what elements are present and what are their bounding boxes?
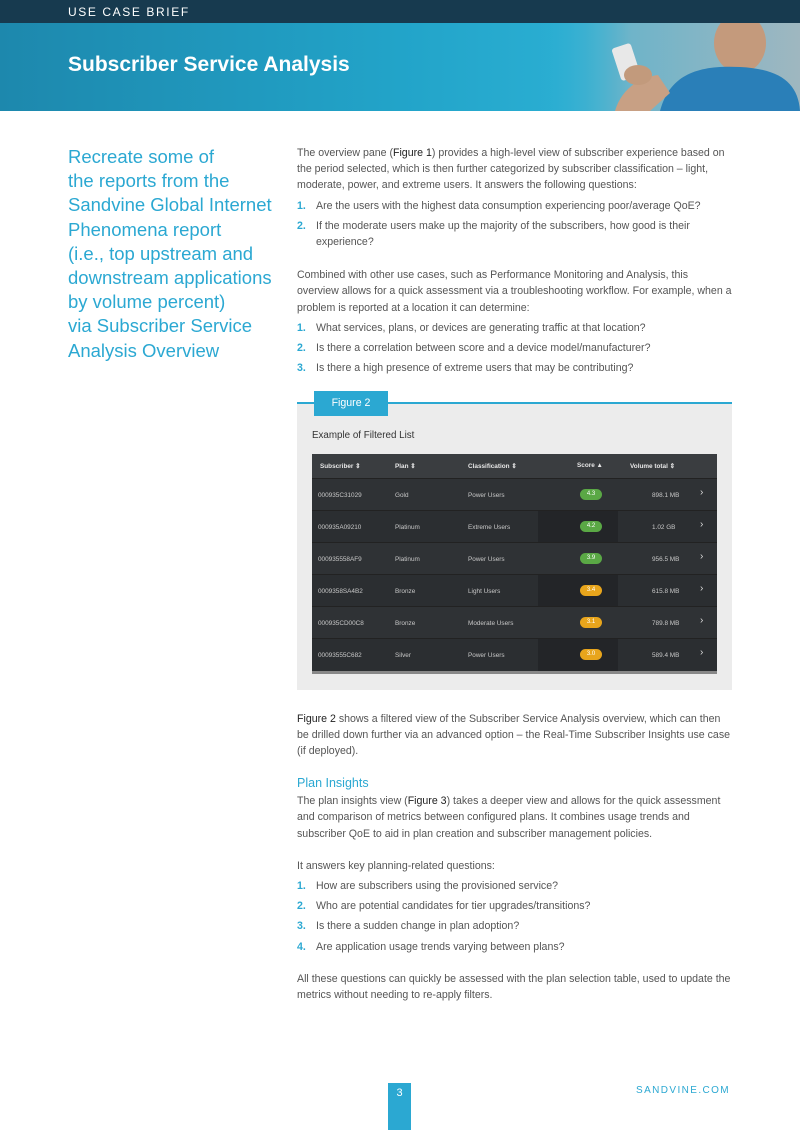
score-badge: 3.0 <box>580 649 602 660</box>
figure-tab: Figure 2 <box>314 391 388 416</box>
cell-subscriber: 0009358SA4B2 <box>318 588 363 595</box>
column-header-classification[interactable] <box>468 462 517 470</box>
list-item <box>297 360 732 376</box>
intro-section <box>297 145 732 376</box>
cell-classification: Extreme Users <box>468 524 511 531</box>
sort-icon: ⇕ <box>511 463 517 470</box>
table-bottom-line <box>312 671 717 674</box>
list-number: 1. <box>297 321 306 334</box>
list-number: 3. <box>297 920 306 933</box>
figure-caption: Example of Filtered List <box>312 430 415 441</box>
cell-classification: Power Users <box>468 492 505 499</box>
text-run: shows a filtered view of the Subscriber Service Analysis overview, which can then be drilled down further via an advanced option – the Real-Time Subscriber Insights use case (if deployed). <box>297 713 731 758</box>
text-run: ) provides a high-level view of subscriber experience based on the period selected, which is then further categorized by subscriber classification – light, moderate, power, and extreme users. It answers the following questions: <box>297 147 725 192</box>
chevron-right-icon[interactable]: › <box>700 551 704 562</box>
list-item-text: If the moderate users make up the majority of the subscribers, how good is their experience? <box>316 219 690 249</box>
sort-icon: ⇕ <box>669 463 676 470</box>
list-number: 3. <box>297 362 306 375</box>
chevron-right-icon[interactable]: › <box>700 583 704 594</box>
plan-insights-paragraph: All these questions can quickly be assessed with the plan selection table, used to update the metrics without needing to re-apply filters. <box>297 972 731 1002</box>
table-header <box>312 454 717 478</box>
cell-volume: 789.8 MB <box>652 620 680 627</box>
cell-volume: 615.8 MB <box>652 588 680 595</box>
list-item-text: Is there a sudden change in plan adoption? <box>316 920 520 933</box>
list-item-text: Are the users with the highest data consumption experiencing poor/average QoE? <box>316 199 701 212</box>
list-item-text: What services, plans, or devices are generating traffic at that location? <box>316 321 646 334</box>
score-badge: 4.3 <box>580 489 602 500</box>
chevron-right-icon[interactable]: › <box>700 487 704 498</box>
page-number: 3 <box>388 1083 411 1130</box>
cell-volume: 956.5 MB <box>652 556 680 563</box>
score-badge: 3.4 <box>580 585 602 596</box>
list-item <box>297 898 732 914</box>
cell-classification: Power Users <box>468 652 505 659</box>
list-item-text: Is there a high presence of extreme users that may be contributing? <box>316 362 634 375</box>
cell-subscriber: 000935A09210 <box>318 524 362 531</box>
cell-plan: Bronze <box>395 588 416 595</box>
column-label: Classification <box>468 463 510 470</box>
cell-volume: 1.02 GB <box>652 524 676 531</box>
column-header-plan[interactable] <box>395 462 416 470</box>
cell-plan: Platinum <box>395 556 420 563</box>
text-run: The plan insights view ( <box>297 795 408 808</box>
plan-insights-paragraph <box>297 793 732 842</box>
column-header-subscriber[interactable] <box>320 462 361 470</box>
pull-quote <box>68 145 283 363</box>
figure-reference: Figure 1 <box>392 147 432 159</box>
column-label: Plan <box>395 463 409 470</box>
question-list <box>297 320 732 377</box>
cell-plan: Bronze <box>395 620 416 627</box>
figure-description <box>297 711 732 760</box>
list-item-text: Who are potential candidates for tier upgrades/transitions? <box>316 900 591 913</box>
cell-classification: Power Users <box>468 556 505 563</box>
subscriber-table <box>312 454 717 674</box>
chevron-right-icon[interactable]: › <box>700 647 704 658</box>
pull-quote-line: via Subscriber Service <box>68 315 253 337</box>
page-title: Subscriber Service Analysis <box>68 53 350 76</box>
question-list <box>297 198 732 251</box>
column-header-score[interactable] <box>577 462 603 469</box>
list-item <box>297 939 732 955</box>
table-row[interactable] <box>312 510 717 542</box>
table-row[interactable] <box>312 606 717 638</box>
chevron-right-icon[interactable]: › <box>700 615 704 626</box>
score-badge: 3.9 <box>580 553 602 564</box>
list-number: 1. <box>297 199 306 212</box>
site-url[interactable]: SANDVINE.COM <box>636 1085 731 1096</box>
sort-icon: ⇕ <box>410 463 416 470</box>
table-row[interactable] <box>312 638 717 670</box>
column-label: Volume total <box>630 463 668 470</box>
pull-quote-line: Phenomena report <box>68 218 222 240</box>
table-row[interactable] <box>312 542 717 574</box>
figure-reference: Figure 2 <box>297 713 336 725</box>
column-header-volume[interactable] <box>630 462 675 470</box>
table-row[interactable] <box>312 478 717 510</box>
pull-quote-line: (i.e., top upstream and <box>68 242 254 264</box>
question-list <box>297 878 732 955</box>
plan-insights-paragraph: It answers key planning-related questions: <box>297 859 495 872</box>
list-item <box>297 340 732 356</box>
list-item <box>297 320 732 336</box>
list-item <box>297 198 732 214</box>
cell-volume: 898.1 MB <box>652 492 680 499</box>
hero-banner <box>0 23 800 111</box>
list-item <box>297 878 732 894</box>
intro-paragraph: Combined with other use cases, such as Performance Monitoring and Analysis, this overview allows for a quick assessment via a troubleshooting workflow. For example, when a problem is reported at a location it can determine: <box>297 269 732 314</box>
list-item <box>297 218 732 250</box>
table-row[interactable] <box>312 574 717 606</box>
cell-subscriber: 000935C31029 <box>318 492 362 499</box>
figure-description-paragraph <box>297 711 732 760</box>
pull-quote-line: Recreate some of <box>68 146 215 167</box>
list-item-text: How are subscribers using the provisioned service? <box>316 880 559 893</box>
list-number: 2. <box>297 342 306 355</box>
figure-reference: Figure 3 <box>407 795 447 808</box>
cell-classification: Moderate Users <box>468 620 514 627</box>
column-label: Score <box>577 462 595 469</box>
list-number: 2. <box>297 219 306 232</box>
cell-subscriber: 00093555C682 <box>318 652 362 659</box>
text-run: The overview pane ( <box>297 147 393 159</box>
score-badge: 4.2 <box>580 521 602 532</box>
intro-paragraph <box>297 145 732 194</box>
list-item-text: Is there a correlation between score and a device model/manufacturer? <box>316 342 651 355</box>
cell-plan: Silver <box>395 652 411 659</box>
list-number: 1. <box>297 880 306 893</box>
cell-subscriber: 000935CD00C8 <box>318 620 364 627</box>
cell-volume: 589.4 MB <box>652 652 680 659</box>
pull-quote-line: by volume percent) <box>68 291 226 313</box>
pull-quote-line: downstream applications <box>68 267 272 289</box>
text-run: ) takes a deeper view and allows for the quick assessment and comparison of metrics between configured plans. It combines usage trends and subscriber QoE to aid in plan creation and subscriber management policies. <box>297 795 721 840</box>
brief-label: USE CASE BRIEF <box>68 5 190 19</box>
list-item <box>297 918 732 934</box>
cell-plan: Platinum <box>395 524 420 531</box>
pull-quote-line: Analysis Overview <box>68 339 220 361</box>
column-label: Subscriber <box>320 463 354 470</box>
chevron-right-icon[interactable]: › <box>700 519 704 530</box>
sort-icon: ⇕ <box>355 463 361 470</box>
list-item-text: Are application usage trends varying between plans? <box>316 940 565 953</box>
list-number: 4. <box>297 940 306 953</box>
section-heading: Plan Insights <box>297 776 369 790</box>
score-badge: 3.1 <box>580 617 602 628</box>
list-number: 2. <box>297 900 306 913</box>
plan-insights-section <box>297 775 732 1003</box>
pull-quote-line: Sandvine Global Internet <box>68 194 272 216</box>
hero-photo-person-with-phone <box>540 23 800 111</box>
sort-ascending-icon: ▲ <box>596 462 603 469</box>
cell-subscriber: 000935558AF9 <box>318 556 362 563</box>
pull-quote-line: the reports from the <box>68 170 230 192</box>
cell-classification: Light Users <box>468 588 501 595</box>
cell-plan: Gold <box>395 492 409 499</box>
